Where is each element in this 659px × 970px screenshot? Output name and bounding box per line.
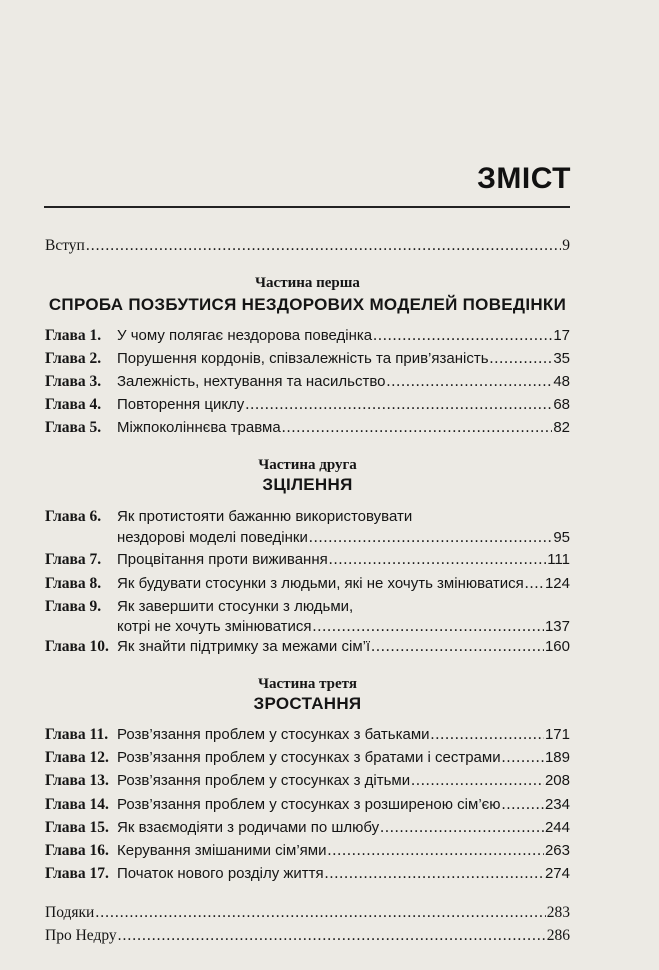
entry-page: 48 bbox=[553, 373, 570, 390]
toc-entry bbox=[45, 395, 570, 415]
entry-page: 111 bbox=[547, 551, 570, 568]
chapter-number: Глава 7. bbox=[45, 551, 102, 568]
toc-entry bbox=[45, 418, 570, 438]
entry-page: 234 bbox=[544, 796, 570, 813]
toc-entry bbox=[45, 725, 570, 745]
entry-title: Повторення циклу bbox=[117, 396, 245, 413]
entry-title: Залежність, нехтування та насильство bbox=[117, 373, 386, 390]
leader-dots bbox=[282, 418, 553, 438]
leader-dots bbox=[411, 771, 544, 791]
leader-dots bbox=[95, 903, 545, 923]
entry-page: 9 bbox=[562, 237, 570, 254]
leader-dots bbox=[371, 637, 544, 657]
entry-title: Як взаємодіяти з родичами по шлюбу bbox=[117, 819, 380, 836]
entry-title: Процвітання проти виживання bbox=[117, 551, 328, 568]
toc-entry bbox=[45, 372, 570, 392]
title-rule bbox=[44, 206, 570, 208]
chapter-number: Глава 6. bbox=[45, 508, 102, 525]
entry-title: Розв’язання проблем у стосунках з дітьми bbox=[117, 772, 411, 789]
leader-dots bbox=[245, 395, 552, 415]
leader-dots bbox=[525, 574, 544, 594]
leader-dots bbox=[380, 818, 544, 838]
chapter-number: Глава 12. bbox=[45, 749, 109, 766]
entry-page: 263 bbox=[544, 842, 570, 859]
leader-dots bbox=[502, 795, 544, 815]
chapter-number: Глава 8. bbox=[45, 575, 102, 592]
leader-dots bbox=[373, 326, 552, 346]
entry-page: 189 bbox=[544, 749, 570, 766]
leader-dots bbox=[86, 236, 561, 256]
entry-title: Розв’язання проблем у стосунках з батьками bbox=[117, 726, 430, 743]
chapter-number: Глава 2. bbox=[45, 350, 102, 367]
entry-page: 244 bbox=[544, 819, 570, 836]
entry-page: 283 bbox=[546, 904, 570, 921]
toc-entry bbox=[45, 597, 570, 637]
entry-title: Як будувати стосунки з людьми, які не хочуть змінюватися bbox=[117, 575, 524, 592]
leader-dots bbox=[327, 841, 544, 861]
toc-entry bbox=[45, 795, 570, 815]
entry-page: 68 bbox=[553, 396, 570, 413]
entry-title: Як завершити стосунки з людьми, bbox=[117, 598, 354, 615]
part-title: ЗЦІЛЕННЯ bbox=[262, 475, 353, 494]
chapter-number: Глава 5. bbox=[45, 419, 102, 436]
chapter-number: Глава 16. bbox=[45, 842, 109, 859]
entry-page: 17 bbox=[553, 327, 570, 344]
toc-entry-about bbox=[45, 926, 570, 946]
leader-dots bbox=[313, 617, 544, 637]
entry-title: Порушення кордонів, співзалежність та прив’язаність bbox=[117, 350, 489, 367]
toc-entry bbox=[45, 864, 570, 884]
entry-title: У чому полягає нездорова поведінка bbox=[117, 327, 373, 344]
toc-entry bbox=[45, 771, 570, 791]
entry-page: 171 bbox=[544, 726, 570, 743]
chapter-number: Глава 14. bbox=[45, 796, 109, 813]
toc-entry-intro bbox=[45, 236, 570, 256]
chapter-number: Глава 11. bbox=[45, 726, 109, 743]
entry-page: 35 bbox=[553, 350, 570, 367]
entry-page: 286 bbox=[546, 927, 570, 944]
leader-dots bbox=[490, 349, 553, 369]
leader-dots bbox=[118, 926, 546, 946]
entry-page: 124 bbox=[544, 575, 570, 592]
leader-dots bbox=[309, 528, 552, 548]
entry-title: Розв’язання проблем у стосунках з розширеною сім’єю bbox=[117, 796, 501, 813]
entry-page: 95 bbox=[553, 529, 570, 546]
page-title: ЗМІСТ bbox=[477, 162, 571, 195]
part-label: Частина перша bbox=[255, 275, 360, 291]
chapter-number: Глава 15. bbox=[45, 819, 109, 836]
entry-title-cont: котрі не хочуть змінюватися bbox=[117, 618, 312, 635]
toc-entry bbox=[45, 507, 570, 548]
leader-dots bbox=[431, 725, 544, 745]
chapter-number: Глава 4. bbox=[45, 396, 102, 413]
entry-title: Міжпоколіннєва травма bbox=[117, 419, 281, 436]
leader-dots bbox=[325, 864, 544, 884]
toc-entry bbox=[45, 637, 570, 657]
entry-page: 137 bbox=[544, 618, 570, 635]
entry-page: 160 bbox=[544, 638, 570, 655]
toc-entry bbox=[45, 748, 570, 768]
toc-entry bbox=[45, 841, 570, 861]
chapter-number: Глава 3. bbox=[45, 373, 102, 390]
entry-title: Про Недру bbox=[45, 927, 117, 944]
entry-title: Вступ bbox=[45, 237, 85, 254]
chapter-number: Глава 9. bbox=[45, 598, 102, 615]
entry-title-cont: нездорові моделі поведінки bbox=[117, 529, 308, 546]
leader-dots bbox=[329, 550, 546, 570]
toc-entry bbox=[45, 550, 570, 570]
part-title: ЗРОСТАННЯ bbox=[253, 694, 362, 713]
entry-title: Керування змішаними сім’ями bbox=[117, 842, 327, 859]
entry-title: Розв’язання проблем у стосунках з братами і сестрами bbox=[117, 749, 501, 766]
toc-entry bbox=[45, 574, 570, 594]
leader-dots bbox=[502, 748, 544, 768]
chapter-number: Глава 13. bbox=[45, 772, 109, 789]
chapter-number: Глава 17. bbox=[45, 865, 109, 882]
chapter-number: Глава 1. bbox=[45, 327, 102, 344]
part-title: СПРОБА ПОЗБУТИСЯ НЕЗДОРОВИХ МОДЕЛЕЙ ПОВЕДІНКИ bbox=[48, 295, 567, 314]
entry-title: Початок нового розділу життя bbox=[117, 865, 324, 882]
entry-page: 82 bbox=[553, 419, 570, 436]
chapter-number: Глава 10. bbox=[45, 638, 109, 655]
leader-dots bbox=[386, 372, 552, 392]
entry-page: 208 bbox=[544, 772, 570, 789]
part-label: Частина третя bbox=[258, 676, 357, 692]
toc-entry-acknowledgements bbox=[45, 903, 570, 923]
toc-entry bbox=[45, 818, 570, 838]
entry-title: Як знайти підтримку за межами сім’ї bbox=[117, 638, 371, 655]
toc-entry bbox=[45, 326, 570, 346]
part-label: Частина друга bbox=[258, 457, 357, 473]
entry-title: Подяки bbox=[45, 904, 95, 921]
toc-entry bbox=[45, 349, 570, 369]
entry-page: 274 bbox=[544, 865, 570, 882]
entry-title: Як протистояти бажанню використовувати bbox=[117, 508, 413, 525]
